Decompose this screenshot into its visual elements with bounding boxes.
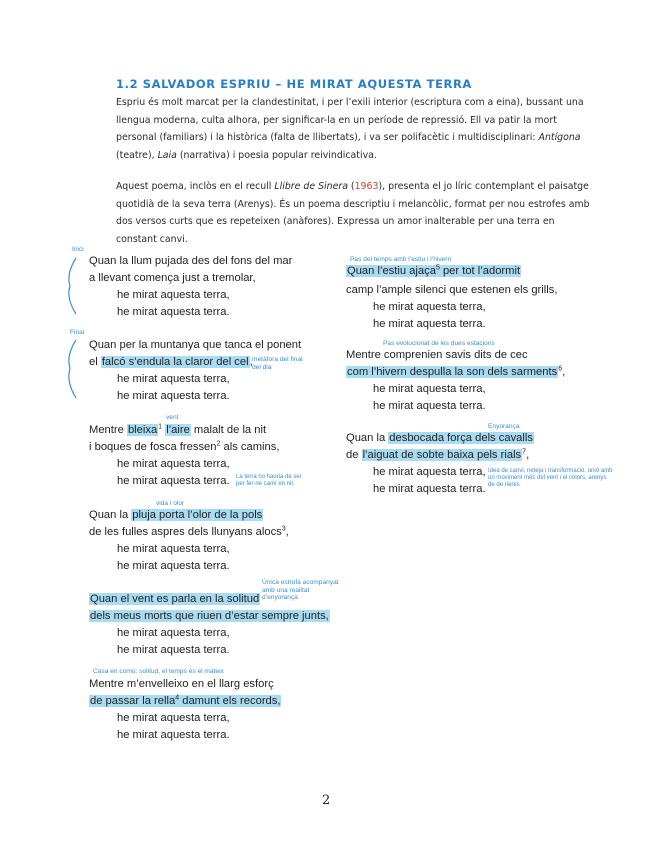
- verse-line: [89, 441, 279, 453]
- verse-text: ,: [249, 356, 253, 368]
- annotation-terra-nit: La terra no hauria de ser per fer-ne camí en nit: [236, 474, 302, 487]
- verse-text: ,: [562, 366, 566, 378]
- intro-text: ), presenta el jo líric contemplant el paisatge quotidià de la seva terra (Arenys). És un poema descriptiu i melancòlic, format per nou estrofes amb dos versos curts que es repeteixen (anàfores). Expressa un amor inalterable per una terra en constant canvi.: [116, 181, 590, 245]
- verse-line: [346, 265, 521, 277]
- intro-paragraph-2: [116, 178, 596, 248]
- verse-text: de les fulles aspres dels llunyans alocs: [89, 526, 282, 538]
- annotation-vent: vent: [166, 414, 179, 421]
- refrain-line: he mirat aquesta terra.: [117, 644, 230, 656]
- book-title: Llibre de Sinera: [274, 181, 348, 192]
- refrain-line: he mirat aquesta terra.: [117, 390, 230, 402]
- verse-line: [89, 593, 260, 605]
- annotation-pas-estacions: Pas evolucionat de les dues estacions: [383, 340, 495, 347]
- refrain-line: he mirat aquesta terra,: [117, 458, 230, 470]
- verse-line: [89, 695, 281, 707]
- verse-line: [89, 424, 266, 436]
- refrain-line: he mirat aquesta terra.: [117, 475, 230, 487]
- annotation-pas-temps: Pas del temps amb l’estiu i l’hivern: [350, 256, 452, 263]
- intro-text: (teatre),: [116, 149, 158, 161]
- refrain-line: he mirat aquesta terra.: [373, 483, 486, 495]
- refrain-line: he mirat aquesta terra,: [117, 712, 230, 724]
- highlighted-text: desbocada força dels cavalls: [389, 432, 533, 444]
- footnote-mark: 2: [216, 440, 221, 448]
- footnote-mark: 7: [522, 448, 527, 456]
- verse-text: de passar la rella: [90, 695, 176, 707]
- refrain-line: he mirat aquesta terra,: [117, 373, 230, 385]
- footnote-mark: 5: [435, 264, 440, 272]
- refrain-line: he mirat aquesta terra,: [117, 289, 230, 301]
- footnote-mark: 4: [175, 694, 180, 702]
- annotation-casa: Casa en comú: solitud, el temps és el mateix: [93, 668, 224, 675]
- verse-text: ,: [526, 449, 530, 461]
- footnote-mark: 3: [281, 525, 286, 533]
- refrain-line: he mirat aquesta terra,: [117, 543, 230, 555]
- verse-text: Mentre: [89, 424, 127, 436]
- highlighted-text: pluja porta l’olor de la pols: [132, 509, 263, 521]
- highlighted-text: bleixa: [127, 424, 158, 436]
- verse-text: ,: [285, 526, 289, 538]
- bracket-icon: [64, 256, 78, 316]
- verse-text: de: [346, 449, 362, 461]
- annotation-unica: Única estrofa acompanyat amb una realitat d’enyorança: [262, 579, 339, 602]
- refrain-line: he mirat aquesta terra.: [117, 729, 230, 741]
- intro-text: (: [347, 181, 355, 192]
- intro-paragraph-1: [116, 94, 596, 164]
- intro-text: Aquest poema, inclòs en el recull: [116, 181, 275, 192]
- highlighted-text: com l’hivern despulla la son dels sarments: [347, 366, 558, 378]
- verse-line: [89, 509, 263, 521]
- verse-text: als camins,: [220, 441, 280, 453]
- annotation-inici: Inici: [72, 246, 84, 253]
- verse-line: [346, 432, 534, 444]
- verse-line: [346, 366, 565, 378]
- refrain-line: he mirat aquesta terra,: [373, 383, 486, 395]
- verse-line: [89, 356, 253, 368]
- year: 1963: [354, 181, 379, 192]
- verse-line: Mentre m’envelleixo en el llarg esforç: [89, 678, 274, 690]
- verse-text: i boques de fosca fressen: [89, 441, 217, 453]
- highlighted-text: falcó s’endula la claror del cel: [101, 356, 249, 368]
- highlighted-text: Quan el vent es parla en la solitud: [90, 593, 260, 605]
- annotation-vida-olor: vida i olor: [156, 500, 185, 507]
- verse-line: [89, 610, 330, 622]
- laia-title: Laia: [157, 149, 177, 161]
- verse-line: a llevant comença just a tremolar,: [89, 272, 256, 284]
- refrain-line: he mirat aquesta terra.: [373, 400, 486, 412]
- refrain-line: he mirat aquesta terra,: [373, 466, 486, 478]
- highlighted-text: [346, 265, 521, 277]
- refrain-line: he mirat aquesta terra.: [117, 560, 230, 572]
- annotation-metafora: metàfora del final del dia: [252, 356, 303, 371]
- section-heading: 1.2 SALVADOR ESPRIU – HE MIRAT AQUESTA TERRA: [116, 77, 472, 91]
- verse-line: Quan la llum pujada des del fons del mar: [89, 255, 293, 267]
- refrain-line: he mirat aquesta terra,: [117, 627, 230, 639]
- verse-line: [346, 449, 529, 461]
- verse-text: Quan la: [89, 509, 132, 521]
- intro-text: Espriu és molt marcat per la clandestinitat, i per l’exili interior (escriptura com a eina), bussant una llengua moderna, culta alhora, per significar-la en un període de repressió. Ell va patir la mort personal (familiars) i la històrica (falta de llibertats), i va ser polifacètic i multidisciplinari:: [116, 97, 584, 144]
- verse-line: [89, 526, 289, 538]
- verse-text: per tot l’adormit: [439, 265, 521, 277]
- verse-text: malalt de la nit: [190, 424, 267, 436]
- verse-text: damunt els records,: [179, 695, 281, 707]
- antigona-title: Antígona: [538, 132, 581, 144]
- verse-line: Quan per la muntanya que tanca el ponent: [89, 339, 302, 351]
- highlighted-text: l’aire: [166, 424, 190, 436]
- refrain-line: he mirat aquesta terra,: [373, 301, 486, 313]
- annotation-idea-canvi: Idea de canvi, neteja i transformació, unió amb un moviment més del vent i el colors, arenys de de rieres: [488, 468, 613, 488]
- footnote-mark: 1: [158, 423, 163, 431]
- verse-line: camp l’ample silenci que estenen els grills,: [346, 284, 558, 296]
- page-number: 2: [322, 793, 331, 808]
- highlighted-text: dels meus morts que riuen d’estar sempre junts,: [90, 610, 329, 622]
- annotation-final: Final: [70, 329, 85, 336]
- highlighted-text: l’aiguat de sobte baixa pels rials: [362, 449, 522, 461]
- refrain-line: he mirat aquesta terra.: [373, 318, 486, 330]
- verse-text: Quan la: [346, 432, 389, 444]
- verse-text: Quan l’estiu ajaça: [347, 265, 436, 277]
- bracket-icon: [64, 338, 78, 400]
- annotation-enyorament: Enyorança: [488, 423, 520, 430]
- verse-text: el: [89, 356, 101, 368]
- intro-text: (narrativa) i poesia popular reivindicativa.: [176, 149, 377, 161]
- highlighted-text: [89, 695, 281, 707]
- footnote-mark: 6: [558, 365, 563, 373]
- refrain-line: he mirat aquesta terra.: [117, 306, 230, 318]
- verse-line: Mentre comprenien savis dits de cec: [346, 349, 528, 361]
